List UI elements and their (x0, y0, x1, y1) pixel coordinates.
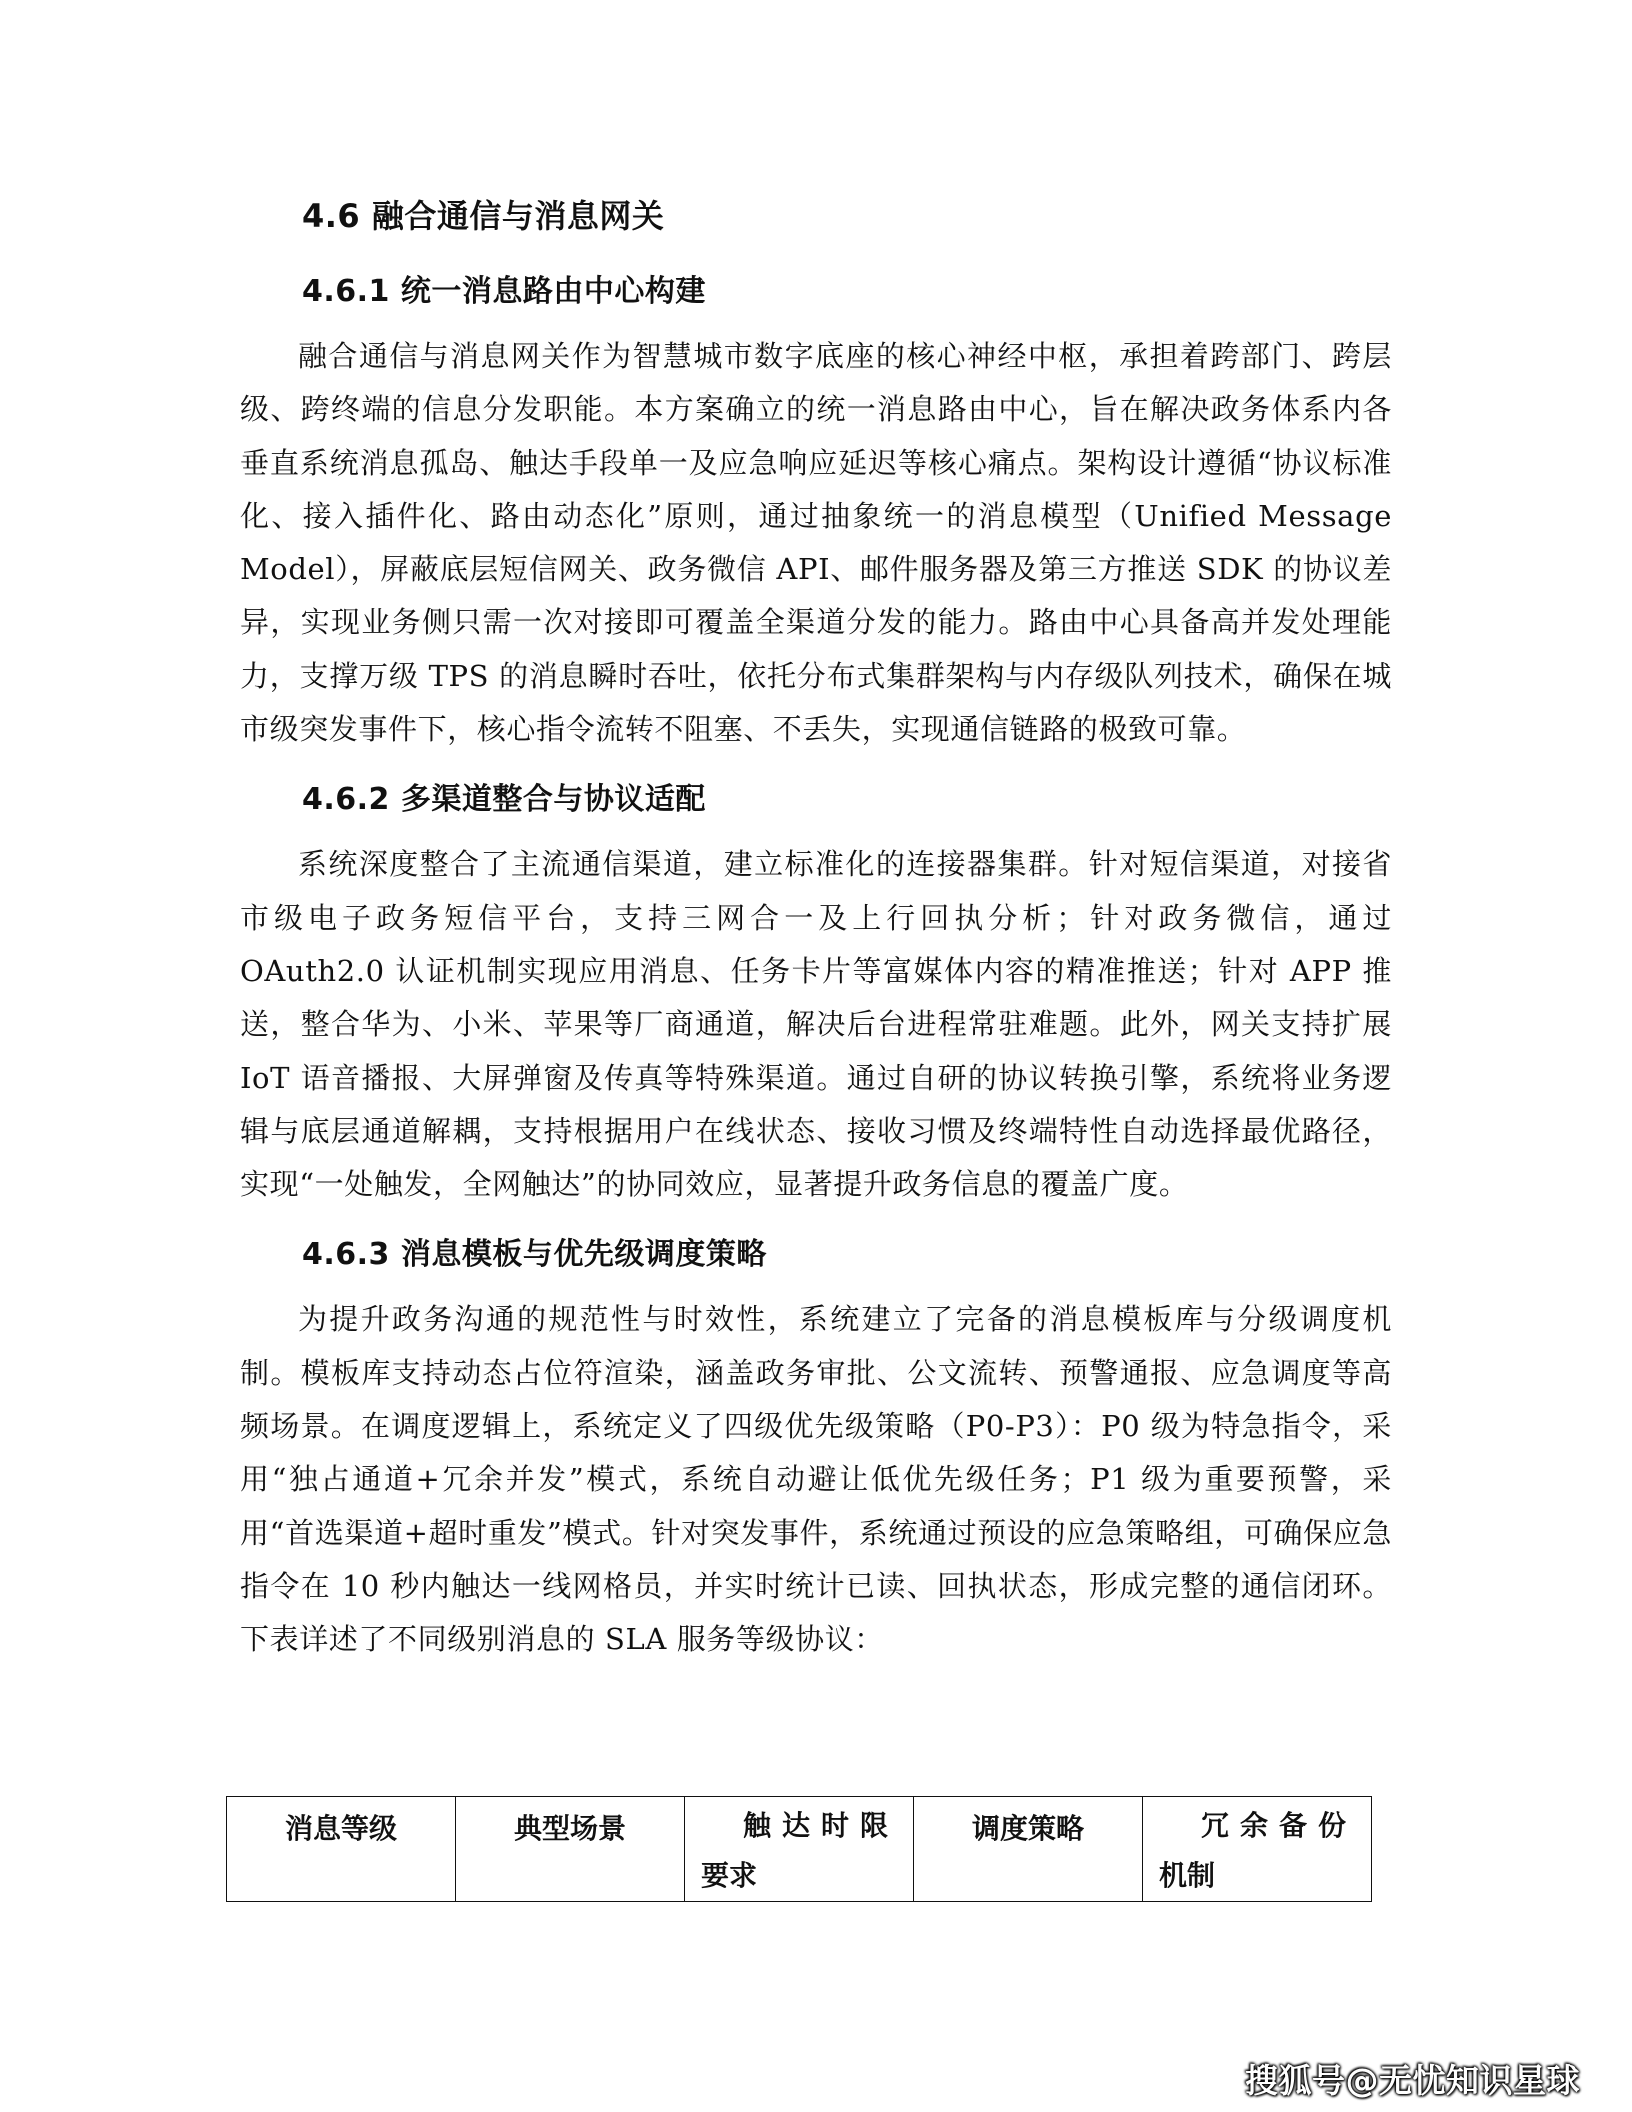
sla-table (226, 1796, 1372, 1902)
header-cell-strategy (914, 1797, 1143, 1902)
subsection-heading-1: 4.6.1 统一消息路由中心构建 (302, 274, 706, 309)
document-content (240, 188, 1392, 1667)
header-label-line2: 机制 (1159, 1859, 1216, 1892)
header-cell-backup (1143, 1797, 1372, 1902)
header-label-line1: 冗余备份 (1200, 1809, 1357, 1842)
section-heading: 4.6 融合通信与消息网关 (302, 197, 665, 235)
header-cell-level (227, 1797, 456, 1902)
header-cell-scenario (456, 1797, 685, 1902)
subsection-heading-2: 4.6.2 多渠道整合与协议适配 (302, 782, 706, 818)
header-cell-time-limit (685, 1797, 914, 1902)
header-label-line1: 触达时限 (742, 1809, 899, 1842)
paragraph-2: 系统深度整合了主流通信渠道，建立标准化的连接器集群。针对短信渠道，对接省市级电子政务短信平台，支持三网合一及上行回执分析；针对政务微信，通过 OAuth2.0 认证机制实现应用消息、任务卡片等富媒体内容的精准推送；针对 APP 推送，整合华为、小米、苹果等厂商通道，解决后台进程常驻难题。此外，网关支持扩展 IoT 语音播报、大屏弹窗及传真等特殊渠道。通过自研的协议转换引擎，系统将业务逻辑与底层通道解耦，支持根据用户在线状态、接收习惯及终端特性自动选择最优路径，实现“一处触发，全网触达”的协同效应，显著提升政务信息的覆盖广度。 (240, 847, 1392, 1202)
header-label: 消息等级 (284, 1812, 397, 1845)
header-label: 典型场景 (513, 1812, 626, 1845)
table-header-row (227, 1797, 1372, 1902)
header-label: 调度策略 (971, 1812, 1084, 1845)
header-label-line2: 要求 (701, 1859, 758, 1892)
subsection-heading-3: 4.6.3 消息模板与优先级调度策略 (302, 1237, 767, 1273)
paragraph-1: 融合通信与消息网关作为智慧城市数字底座的核心神经中枢，承担着跨部门、跨层级、跨终端的信息分发职能。本方案确立的统一消息路由中心，旨在解决政务体系内各垂直系统消息孤岛、触达手段单一及应急响应延迟等核心痛点。架构设计遵循“协议标准化、接入插件化、路由动态化”原则，通过抽象统一的消息模型（Unified Message Model），屏蔽底层短信网关、政务微信 API、邮件服务器及第三方推送 SDK 的协议差异，实现业务侧只需一次对接即可覆盖全渠道分发的能力。路由中心具备高并发处理能力，支撑万级 TPS 的消息瞬时吞吐，依托分布式集群架构与内存级队列技术，确保在城市级突发事件下，核心指令流转不阻塞、不丢失，实现通信链路的极致可靠。 (240, 339, 1392, 747)
paragraph-3: 为提升政务沟通的规范性与时效性，系统建立了完备的消息模板库与分级调度机制。模板库支持动态占位符渲染，涵盖政务审批、公文流转、预警通报、应急调度等高频场景。在调度逻辑上，系统定义了四级优先级策略（P0-P3）：P0 级为特急指令，采用“独占通道+冗余并发”模式，系统自动避让低优先级任务；P1 级为重要预警，采用“首选渠道+超时重发”模式。针对突发事件，系统通过预设的应急策略组，可确保应急指令在 10 秒内触达一线网格员，并实时统计已读、回执状态，形成完整的通信闭环。下表详述了不同级别消息的 SLA 服务等级协议： (240, 1302, 1392, 1657)
watermark: 搜狐号@无忧知识星球 (1245, 2061, 1580, 2100)
